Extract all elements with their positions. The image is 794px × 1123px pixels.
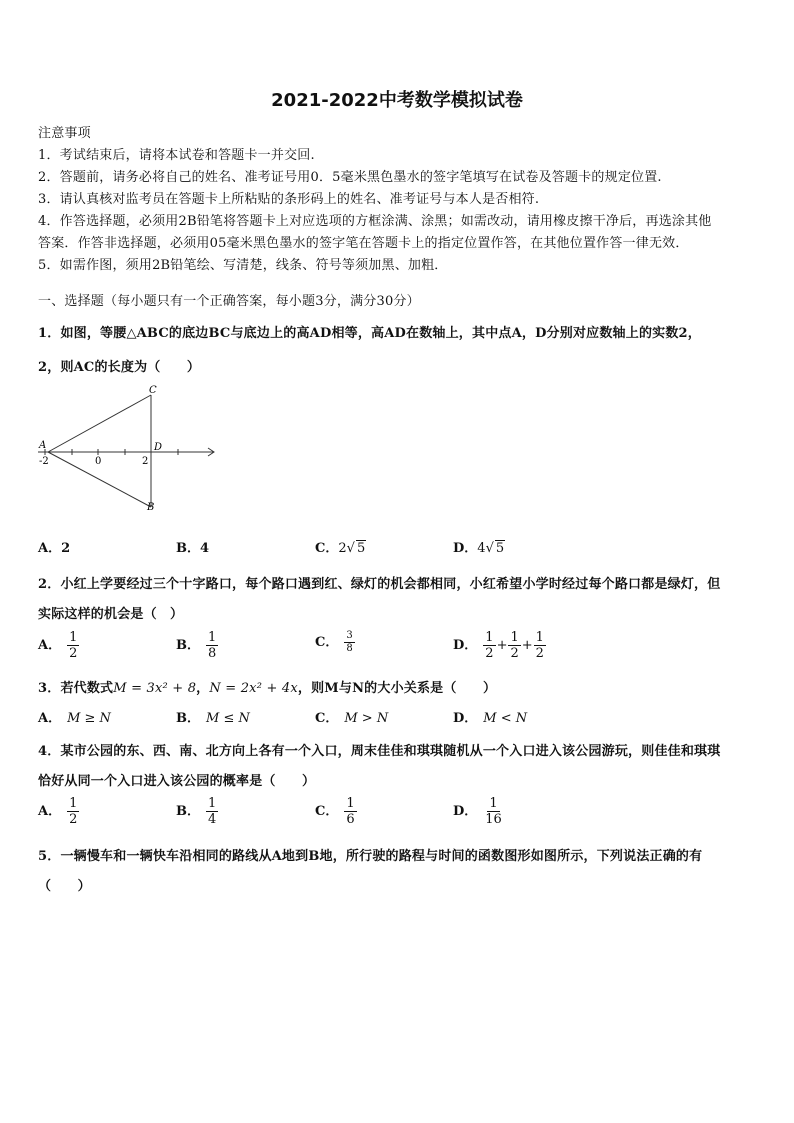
notice-item: 1．考试结束后，请将本试卷和答题卡一并交回. (38, 148, 315, 163)
tick-label-0: 0 (95, 456, 102, 467)
q1-option-b: B．4 (176, 541, 210, 556)
question-4-line-1: 4．某市公园的东、西、南、北方向上各有一个入口，周末佳佳和琪琪随机从一个入口进入该公园游玩，则佳佳和琪琪 (38, 744, 721, 759)
question-5-line-2: （ ） (38, 879, 91, 894)
q3-option-c: C． M > N (315, 711, 389, 726)
notice-item: 4．作答选择题，必须用2B铅笔将答题卡上对应选项的方框涂满、涂黑；如需改动，请用橡皮擦干净后，再选涂其他 (38, 214, 712, 229)
q4-option-c: C． $\frac{1}{6}$ (315, 796, 355, 827)
notice-item: 2．答题前，请务必将自己的姓名、准考证号用0．5毫米黑色墨水的签字笔填写在试卷及答题卡的规定位置. (38, 170, 662, 185)
notice-item: 答案．作答非选择题，必须用05毫米黑色墨水的签字笔在答题卡上的指定位置作答，在其他位置作答一律无效． (38, 236, 689, 251)
notice-item: 5．如需作图，须用2B铅笔绘、写清楚，线条、符号等须加黑、加粗． (38, 258, 448, 273)
tick-label-2: 2 (142, 456, 149, 467)
tick-label-neg2: -2 (39, 456, 49, 467)
question-2-line-2: 实际这样的机会是（ ） (38, 607, 184, 622)
label-a: A (39, 440, 47, 451)
q2-option-b: B． $\frac{1}{8}$ (176, 630, 217, 661)
q4-option-b: B． $\frac{1}{4}$ (176, 796, 217, 827)
q2-option-d: D． $\frac{1}{2}$ + $\frac{1}{2}$ + $\frac{1}{2}$ (453, 630, 544, 661)
q3-option-d: D． M < N (453, 711, 528, 726)
q4-option-a: A． $\frac{1}{2}$ (38, 796, 78, 827)
question-2-line-1: 2．小红上学要经过三个十字路口，每个路口遇到红、绿灯的机会都相同，小红希望小学时经过每个路口都是绿灯，但 (38, 577, 721, 592)
notice-heading: 注意事项 (38, 126, 91, 141)
q2-option-a: A． $\frac{1}{2}$ (38, 630, 78, 661)
label-b: B (147, 502, 155, 513)
section-heading: 一、选择题（每小题只有一个正确答案，每小题3分，满分30分） (38, 294, 420, 309)
q1-option-c: C．2√ 5 (315, 541, 366, 556)
notice-item: 3．请认真核对监考员在答题卡上所粘贴的条形码上的姓名、准考证号与本人是否相符. (38, 192, 540, 207)
q3-option-a: A． M ≥ N (38, 711, 111, 726)
triangle-number-line-figure (30, 382, 230, 522)
q3-option-b: B． M ≤ N (176, 711, 250, 726)
question-5-line-1: 5．一辆慢车和一辆快车沿相同的路线从A地到B地，所行驶的路程与时间的函数图形如图所示，下列说法正确的有 (38, 849, 703, 864)
question-4-line-2: 恰好从同一个入口进入该公园的概率是（ ） (38, 774, 316, 789)
label-c: C (149, 385, 157, 396)
question-1-line-1: 1．如图，等腰△ABC的底边BC与底边上的高AD相等，高AD在数轴上，其中点A，D分别对应数轴上的实数2， (38, 326, 702, 341)
page-title: 2021-2022中考数学模拟试卷 (271, 90, 523, 111)
question-3: 3．若代数式M = 3x² + 8，N = 2x² + 4x，则M与N的大小关系是（ ） (38, 681, 497, 696)
label-d: D (154, 442, 163, 453)
q1-option-d: D．4√ 5 (453, 541, 505, 556)
q2-option-c: C． $\frac{3}{8}$ (315, 630, 353, 654)
q1-option-a: A．2 (38, 541, 71, 556)
q4-option-d: D． $\frac{1}{16}$ (453, 796, 502, 827)
question-1-line-2: 2，则AC的长度为（ ） (38, 360, 201, 375)
